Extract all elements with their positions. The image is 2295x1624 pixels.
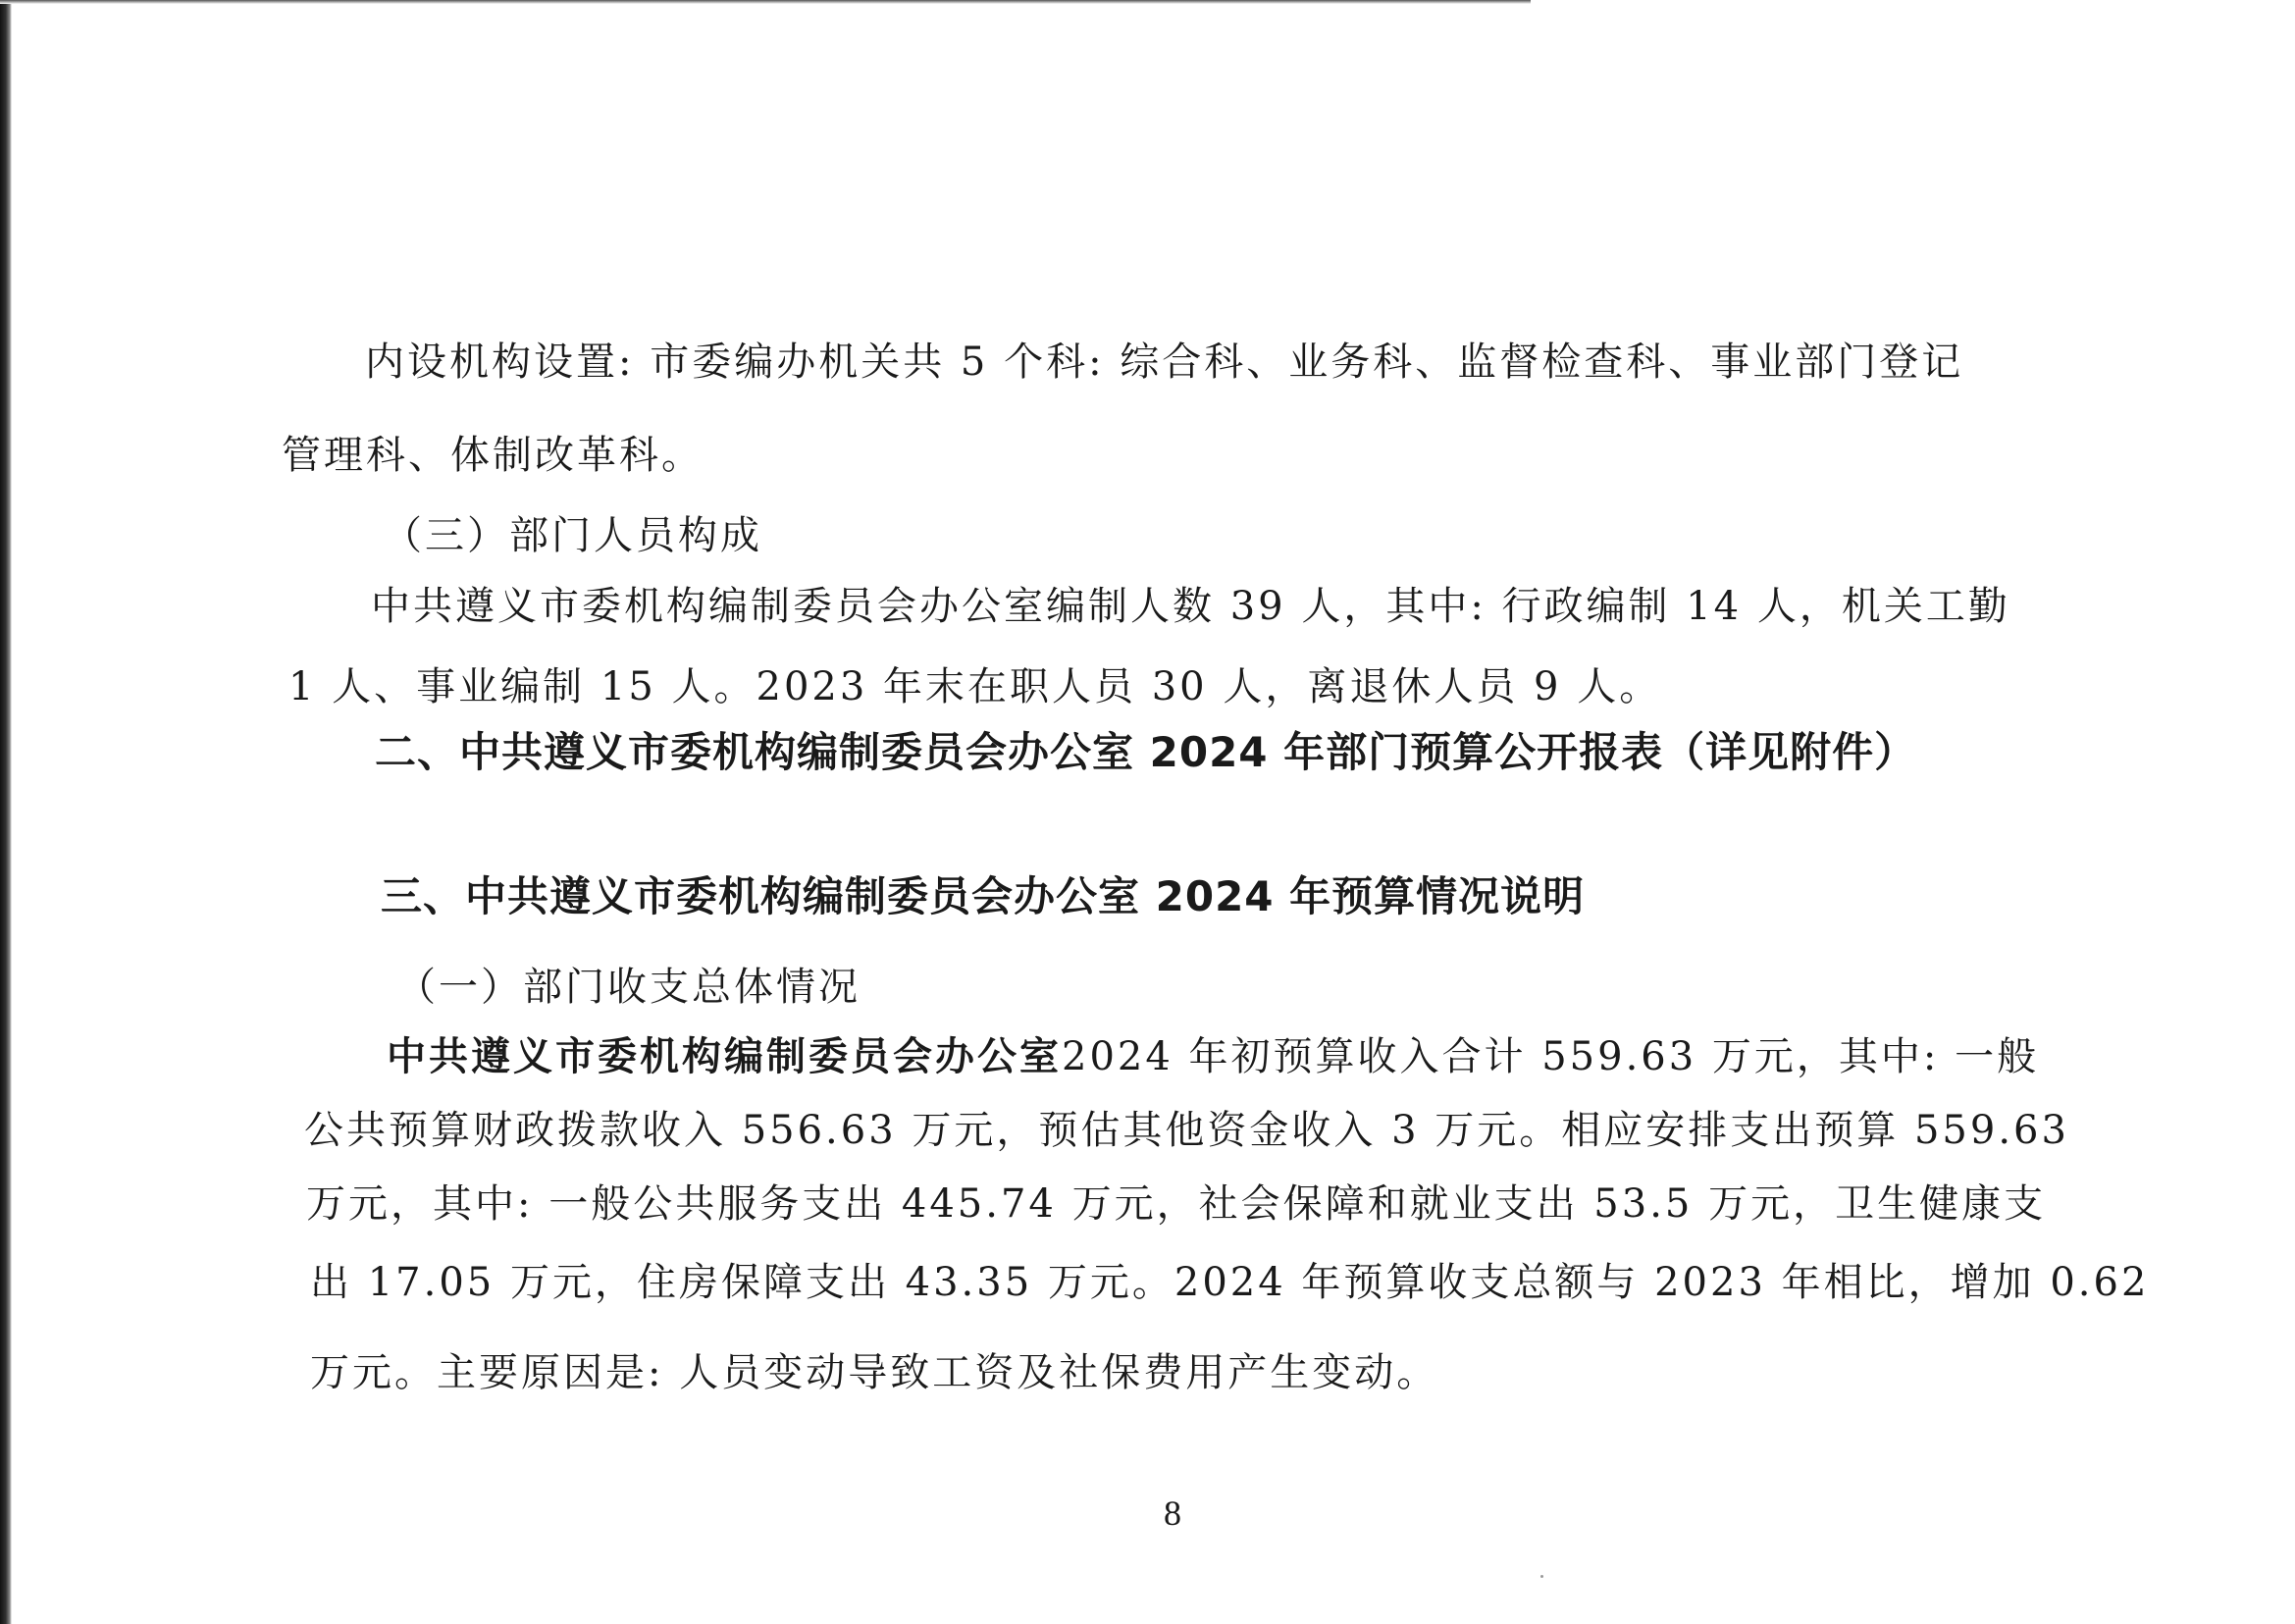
section-subheading: （一）部门收支总体情况 xyxy=(396,965,861,1010)
paragraph-line xyxy=(387,1033,2039,1080)
section-subheading: （三）部门人员构成 xyxy=(383,513,762,558)
paragraph-line: 1 人、事业编制 15 人。2023 年末在职人员 30 人，离退休人员 9 人。 xyxy=(288,664,1662,709)
paragraph-line: 万元，其中: 一般公共服务支出 445.74 万元，社会保障和就业支出 53.5 万元，卫生健康支 xyxy=(306,1181,2047,1227)
section-heading: 二、中共遵义市委机构编制委员会办公室 2024 年部门预算公开报表（详见附件） xyxy=(375,728,1917,776)
scan-speck xyxy=(1540,1575,1543,1578)
paragraph-line: 出 17.05 万元，住房保障支出 43.35 万元。2024 年预算收支总额与 2023 年相比，增加 0.62 xyxy=(310,1260,2150,1305)
page-number: 8 xyxy=(1164,1493,1181,1533)
scan-edge-left xyxy=(0,0,12,1624)
lead-bold-text: 中共遵义市委机构编制委员会办公室 xyxy=(387,1034,1062,1079)
scan-edge-top xyxy=(0,0,1531,4)
paragraph-line: 公共预算财政拨款收入 556.63 万元，预估其他资金收入 3 万元。相应安排支出预算 559.63 xyxy=(304,1108,2069,1153)
paragraph-line: 内设机构设置: 市委编办机关共 5 个科: 综合科、业务科、监督检查科、事业部门登记 xyxy=(365,340,1964,385)
paragraph-line: 中共遵义市委机构编制委员会办公室编制人数 39 人，其中: 行政编制 14 人，机关工勤 xyxy=(371,584,2010,629)
paragraph-line: 万元。主要原因是: 人员变动导致工资及社保费用产生变动。 xyxy=(310,1350,1439,1395)
section-heading: 三、中共遵义市委机构编制委员会办公室 2024 年预算情况说明 xyxy=(381,872,1586,920)
paragraph-text: 2024 年初预算收入合计 559.63 万元，其中: 一般 xyxy=(1062,1034,2040,1079)
paragraph-line: 管理科、体制改革科。 xyxy=(282,433,704,478)
